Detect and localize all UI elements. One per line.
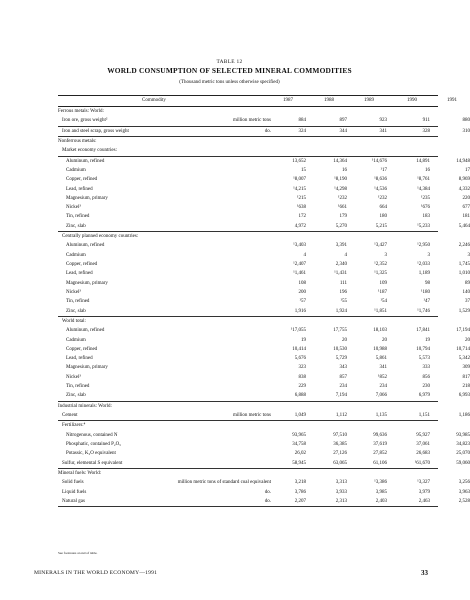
value-cell-1987: 4 <box>303 252 306 258</box>
value-cell-1987: ¹4,215 <box>293 186 306 192</box>
value-cell-1991: 218 <box>462 384 470 390</box>
value-cell-1989: 109 <box>379 280 387 286</box>
value-cell-1988: 179 <box>339 214 347 220</box>
value-cell-1989: ¹187 <box>378 289 387 295</box>
table-row <box>58 345 470 354</box>
value-cell-1991: 817 <box>462 374 470 380</box>
value-cell-1988: 2,313 <box>335 498 347 504</box>
unit-label: do. <box>264 489 271 495</box>
commodity-label: Magnesium, primary <box>66 365 108 371</box>
value-cell-1991: 5,464 <box>458 223 470 229</box>
value-cell-1987: 884 <box>298 118 306 124</box>
publication-title: MINERALS IN THE WORLD ECONOMY—1991 <box>34 570 158 576</box>
commodity-label: Lead, refined <box>66 271 93 277</box>
value-cell-1991: 310 <box>462 128 470 134</box>
value-cell-1989: ¹4,536 <box>374 186 387 192</box>
commodity-label: Nickel³ <box>66 205 81 211</box>
value-cell-1990: 2,463 <box>418 498 430 504</box>
commodity-label: Cadmium <box>66 252 86 258</box>
value-cell-1988: 1,924 <box>335 308 347 314</box>
value-cell-1988: ¹661 <box>338 205 347 211</box>
table-row <box>58 297 470 306</box>
table-row <box>58 382 470 391</box>
table-row <box>58 288 470 297</box>
commodity-label: Zinc, slab <box>66 393 86 399</box>
commodity-label: Ferrous metals: World: <box>58 109 104 114</box>
value-cell-1988: 5,270 <box>335 223 347 229</box>
value-cell-1989: 27,852 <box>373 451 387 457</box>
value-cell-1991: 8,969 <box>458 177 470 183</box>
table-row <box>58 166 470 175</box>
value-cell-1987: ¹3,403 <box>293 243 306 249</box>
commodity-label: Aluminum, refined <box>66 243 105 249</box>
unit-label: million metric tons of standard coal equivalent <box>177 480 271 486</box>
value-cell-1988: 17,755 <box>333 328 347 334</box>
value-cell-1990: ¹2,033 <box>417 262 430 267</box>
value-cell-1990: ¹8,761 <box>417 177 430 183</box>
value-cell-1991: 5,342 <box>458 356 470 362</box>
value-cell-1987: 172 <box>298 214 306 220</box>
value-cell-1989: 61,106 <box>373 460 387 466</box>
value-cell-1989: ¹3,427 <box>374 243 387 249</box>
value-cell-1991: 25,070 <box>456 451 470 457</box>
commodity-label: Solid fuels <box>62 480 84 486</box>
value-cell-1991: 1,529 <box>458 308 470 314</box>
value-cell-1990: 26,683 <box>416 451 430 457</box>
commodity-label: Potassic, K₂O equivalent <box>66 451 116 457</box>
value-cell-1991: 17,194 <box>456 328 470 334</box>
commodity-label: Copper, refined <box>66 346 98 352</box>
year-header-1990: 1990 <box>407 98 417 103</box>
value-cell-1991: 89 <box>465 280 470 286</box>
commodity-label: Zinc, slab <box>66 223 86 229</box>
value-cell-1990: 37,061 <box>416 441 430 447</box>
commodity-label: Tin, refined <box>66 299 90 305</box>
table-row <box>58 431 470 440</box>
value-cell-1989: 5,861 <box>375 356 387 362</box>
value-cell-1987: ¹638 <box>297 205 306 211</box>
table-row <box>58 307 470 317</box>
table-header-row <box>58 95 457 107</box>
value-cell-1989: 99,636 <box>373 432 387 438</box>
value-cell-1989: ¹8,636 <box>374 177 387 183</box>
value-cell-1988: 234 <box>339 384 347 390</box>
value-cell-1990: 1,189 <box>418 271 430 277</box>
table-row <box>58 391 470 401</box>
table-row <box>58 251 470 260</box>
commodity-label: Centrally planned economy countries: <box>62 234 139 240</box>
table-row <box>58 354 470 363</box>
unit-label: million metric tons <box>232 413 271 418</box>
table-row <box>58 478 470 487</box>
value-cell-1989: 180 <box>379 214 387 220</box>
commodity-label: Cement <box>62 413 78 418</box>
value-cell-1988: ¹8,190 <box>334 177 347 183</box>
value-cell-1990: 19 <box>425 337 430 343</box>
value-cell-1988: 343 <box>339 365 347 371</box>
value-cell-1987: 13,652 <box>292 158 306 164</box>
value-cell-1987: 1,916 <box>294 308 306 314</box>
value-cell-1991: 20 <box>465 337 470 343</box>
value-cell-1988: 20 <box>342 337 347 343</box>
table-label: TABLE 12 <box>216 59 243 65</box>
value-cell-1990: ¹676 <box>421 205 430 211</box>
value-cell-1990: 14,891 <box>416 158 430 164</box>
commodity-label: Zinc, slab <box>66 308 86 314</box>
table-row <box>58 146 438 156</box>
value-cell-1988: 16 <box>342 167 347 173</box>
unit-label: do. <box>264 128 271 134</box>
value-cell-1989: ¹1,325 <box>374 271 387 277</box>
commodity-label: Fertilizers:⁴ <box>62 423 86 429</box>
value-cell-1988: 27,126 <box>333 451 347 457</box>
value-cell-1988: 1,112 <box>335 413 347 418</box>
commodity-label: Magnesium, primary <box>66 280 108 286</box>
table-row <box>58 469 438 478</box>
value-cell-1988: 196 <box>339 289 347 295</box>
table-row <box>58 440 470 449</box>
value-cell-1990: ¹1,746 <box>417 308 430 314</box>
commodity-label: Iron and steel scrap, gross weight <box>62 128 129 134</box>
value-cell-1987: ¹215 <box>297 195 306 201</box>
value-cell-1990: 17,841 <box>416 328 430 334</box>
value-cell-1991: 6,993 <box>458 393 470 399</box>
value-cell-1990: 230 <box>422 384 430 390</box>
value-cell-1988: 3,313 <box>335 480 347 486</box>
value-cell-1989: 3 <box>384 252 387 258</box>
value-cell-1990: 98 <box>425 280 430 286</box>
table-body <box>58 107 470 507</box>
value-cell-1989: 5,215 <box>375 223 387 229</box>
value-cell-1988: 3,933 <box>335 489 347 495</box>
commodity-label: Aluminum, refined <box>66 158 105 164</box>
commodity-label: Iron ore, gross weight² <box>62 118 108 124</box>
value-cell-1991: 37 <box>465 299 470 305</box>
value-cell-1988: 857 <box>339 374 347 380</box>
table-row <box>58 497 470 507</box>
consumption-table <box>58 95 470 507</box>
value-cell-1991: 3,963 <box>458 489 470 495</box>
value-cell-1987: 323 <box>298 365 306 371</box>
value-cell-1990: 95,927 <box>416 432 430 438</box>
unit-label: do. <box>264 498 271 504</box>
value-cell-1991: 181 <box>462 214 470 220</box>
value-cell-1989: 1,135 <box>375 413 387 418</box>
year-header-1989: 1989 <box>364 98 374 103</box>
value-cell-1989: ¹2,352 <box>374 262 387 267</box>
commodity-label: World total: <box>62 318 86 324</box>
table-row <box>58 402 438 411</box>
table-row <box>58 222 470 232</box>
value-cell-1987: 108 <box>298 280 306 286</box>
value-cell-1991: 677 <box>462 205 470 211</box>
page-number: 33 <box>421 569 428 577</box>
table-row <box>58 363 470 372</box>
value-cell-1990: ¹5,233 <box>417 223 430 229</box>
value-cell-1988: 63,065 <box>333 460 347 466</box>
value-cell-1989: 234 <box>379 384 387 390</box>
commodity-label: Liquid fuels <box>62 489 87 495</box>
commodity-label: Cadmium <box>66 167 86 173</box>
value-cell-1989: 664 <box>379 205 387 211</box>
commodity-label: Nonferrous metals: <box>58 138 97 144</box>
year-header-1988: 1988 <box>324 98 334 103</box>
value-cell-1987: ¹57 <box>299 299 306 305</box>
value-cell-1990: ¹180 <box>421 289 430 295</box>
value-cell-1988: 344 <box>339 128 347 134</box>
table-row <box>58 107 438 116</box>
table-row <box>58 269 470 278</box>
value-cell-1989: 341 <box>379 128 387 134</box>
value-cell-1991: 1,186 <box>458 413 470 418</box>
value-cell-1989: 20 <box>382 337 387 343</box>
year-header-1987: 1987 <box>283 98 293 103</box>
value-cell-1990: ¹4,384 <box>417 186 430 192</box>
value-cell-1991: 10,714 <box>456 346 470 352</box>
value-cell-1987: 58,945 <box>292 460 306 466</box>
value-cell-1989: 923 <box>379 118 387 124</box>
value-cell-1989: ¹3,386 <box>374 480 387 486</box>
value-cell-1989: 10,988 <box>373 346 387 352</box>
value-cell-1990: 856 <box>422 374 430 380</box>
value-cell-1991: 34,823 <box>456 441 470 447</box>
commodity-label: Market economy countries: <box>62 148 117 154</box>
value-cell-1990: 333 <box>422 365 430 371</box>
value-cell-1988: 2,340 <box>335 262 347 267</box>
value-cell-1987: 1,049 <box>294 413 306 418</box>
table-row <box>58 279 470 288</box>
value-cell-1991: 1,745 <box>458 262 470 267</box>
value-cell-1988: 10,530 <box>333 346 347 352</box>
value-cell-1991: 880 <box>462 118 470 124</box>
value-cell-1987: ¹2,407 <box>293 262 306 267</box>
value-cell-1989: 2,403 <box>375 498 387 504</box>
table-row <box>58 203 470 212</box>
value-cell-1988: 897 <box>339 118 347 124</box>
value-cell-1988: 5,729 <box>335 356 347 362</box>
value-cell-1989: ¹1,851 <box>374 308 387 314</box>
table-row <box>58 232 438 241</box>
value-cell-1987: 5,676 <box>294 356 306 362</box>
commodity-label: Magnesium, primary <box>66 195 108 201</box>
value-cell-1990: ¹3,327 <box>417 480 430 486</box>
table-title: WORLD CONSUMPTION OF SELECTED MINERAL COMMODITIES <box>107 66 352 75</box>
value-cell-1989: 3,985 <box>375 489 387 495</box>
value-cell-1991: 14,948 <box>456 158 470 164</box>
commodity-column-header: Commodity <box>142 98 166 103</box>
commodity-label: Lead, refined <box>66 356 93 362</box>
table-row <box>58 317 438 326</box>
year-header-1991: 1991 <box>447 98 457 103</box>
value-cell-1987: ¹8,007 <box>293 177 306 183</box>
value-cell-1987: ¹1,461 <box>293 271 306 277</box>
value-cell-1990: 911 <box>422 118 430 124</box>
table-row <box>58 194 470 203</box>
value-cell-1990: 3,979 <box>418 489 430 495</box>
value-cell-1991: 3,256 <box>458 480 470 486</box>
value-cell-1988: 3,391 <box>335 243 347 249</box>
table-row <box>58 127 470 137</box>
table-row <box>58 175 470 184</box>
commodity-label: Natural gas <box>62 498 85 504</box>
unit-label: million metric tons <box>232 118 271 124</box>
value-cell-1987: 10,414 <box>292 346 306 352</box>
value-cell-1987: 200 <box>298 289 306 295</box>
value-cell-1987: 15 <box>301 167 306 173</box>
table-row <box>58 449 470 458</box>
value-cell-1991: 1,010 <box>458 271 470 277</box>
value-cell-1991: 17 <box>465 167 470 173</box>
value-cell-1991: 4,332 <box>458 186 470 192</box>
value-cell-1988: ¹55 <box>340 299 347 305</box>
value-cell-1988: ¹1,431 <box>334 271 347 277</box>
value-cell-1987: 3,218 <box>294 480 306 486</box>
value-cell-1987: 3,786 <box>294 489 306 495</box>
value-cell-1988: 7,194 <box>335 393 347 399</box>
commodity-label: Mineral fuels: World: <box>58 470 102 476</box>
table-row <box>58 326 470 335</box>
value-cell-1989: 7,066 <box>375 393 387 399</box>
value-cell-1989: 37,619 <box>373 441 387 447</box>
value-cell-1991: 3 <box>467 252 470 258</box>
value-cell-1987: 4,972 <box>294 223 306 229</box>
table-row <box>58 421 438 430</box>
table-row <box>58 116 470 126</box>
value-cell-1988: ¹4,298 <box>334 186 347 192</box>
value-cell-1987: 838 <box>298 374 306 380</box>
commodity-label: Phosphatic, contained P₂O₅ <box>66 441 122 447</box>
value-cell-1990: 10,794 <box>416 346 430 352</box>
commodity-label: Sulfur, elemental S equivalent <box>62 460 123 466</box>
table-row <box>58 459 470 469</box>
value-cell-1990: 3 <box>427 252 430 258</box>
value-cell-1987: 2,207 <box>294 498 306 504</box>
value-cell-1988: ¹232 <box>338 195 347 201</box>
value-cell-1988: 36,385 <box>333 441 347 447</box>
commodity-label: Nickel³ <box>66 289 81 295</box>
value-cell-1991: 220 <box>462 195 470 201</box>
value-cell-1991: 59,060 <box>456 460 470 466</box>
value-cell-1987: 229 <box>298 384 306 390</box>
value-cell-1990: 16 <box>425 167 430 173</box>
value-cell-1989: 341 <box>379 365 387 371</box>
value-cell-1991: 2,528 <box>458 498 470 504</box>
table-row <box>58 488 470 497</box>
value-cell-1988: 14,364 <box>333 158 347 164</box>
value-cell-1991: 93,985 <box>456 432 470 438</box>
table-row <box>58 185 470 194</box>
table-row <box>58 157 470 166</box>
value-cell-1991: 2,246 <box>458 243 470 249</box>
commodity-label: Lead, refined <box>66 186 93 192</box>
table-subtitle: (Thousand metric tons unless otherwise specified) <box>179 80 280 85</box>
commodity-label: Nitrogenous, contained N <box>66 432 118 438</box>
commodity-label: Aluminum, refined <box>66 328 105 334</box>
value-cell-1988: 4 <box>344 252 347 258</box>
value-cell-1990: 328 <box>422 128 430 134</box>
table-row <box>58 137 438 146</box>
commodity-label: Copper, refined <box>66 177 98 183</box>
value-cell-1989: ¹54 <box>380 299 387 305</box>
value-cell-1990: 6,979 <box>418 393 430 399</box>
value-cell-1989: ¹17 <box>380 167 387 173</box>
commodity-label: Copper, refined <box>66 262 98 267</box>
value-cell-1989: ¹852 <box>378 374 387 380</box>
table-row <box>58 260 470 269</box>
commodity-label: Industrial minerals: World: <box>58 403 112 409</box>
table-footnote: See footnotes at end of table. <box>58 551 98 555</box>
table-row <box>58 212 470 221</box>
table-row <box>58 336 470 345</box>
value-cell-1989: ¹232 <box>378 195 387 201</box>
value-cell-1990: ¹2,950 <box>417 243 430 249</box>
commodity-label: Tin, refined <box>66 384 90 390</box>
value-cell-1987: 93,965 <box>292 432 306 438</box>
value-cell-1987: ¹17,055 <box>290 328 306 334</box>
table-row <box>58 373 470 382</box>
value-cell-1990: 1,151 <box>418 413 430 418</box>
table-row <box>58 411 470 421</box>
value-cell-1989: ¹14,676 <box>371 158 387 164</box>
value-cell-1991: 309 <box>462 365 470 371</box>
value-cell-1990: 183 <box>422 214 430 220</box>
value-cell-1987: 19 <box>301 337 306 343</box>
commodity-label: Nickel³ <box>66 374 81 380</box>
value-cell-1987: 324 <box>298 128 306 134</box>
commodity-label: Cadmium <box>66 337 86 343</box>
value-cell-1988: 111 <box>339 280 347 286</box>
value-cell-1989: 18,103 <box>373 328 387 334</box>
value-cell-1987: 34,758 <box>292 441 306 447</box>
value-cell-1987: 26,02 <box>294 451 306 457</box>
value-cell-1988: 97,510 <box>333 432 347 438</box>
value-cell-1990: ¹235 <box>421 195 430 201</box>
value-cell-1990: ¹61,670 <box>414 460 430 466</box>
value-cell-1990: 5,573 <box>418 356 430 362</box>
value-cell-1987: 6,888 <box>294 393 306 399</box>
value-cell-1990: ¹47 <box>423 299 430 305</box>
value-cell-1991: 140 <box>462 289 470 295</box>
table-row <box>58 241 470 250</box>
commodity-label: Tin, refined <box>66 214 90 220</box>
